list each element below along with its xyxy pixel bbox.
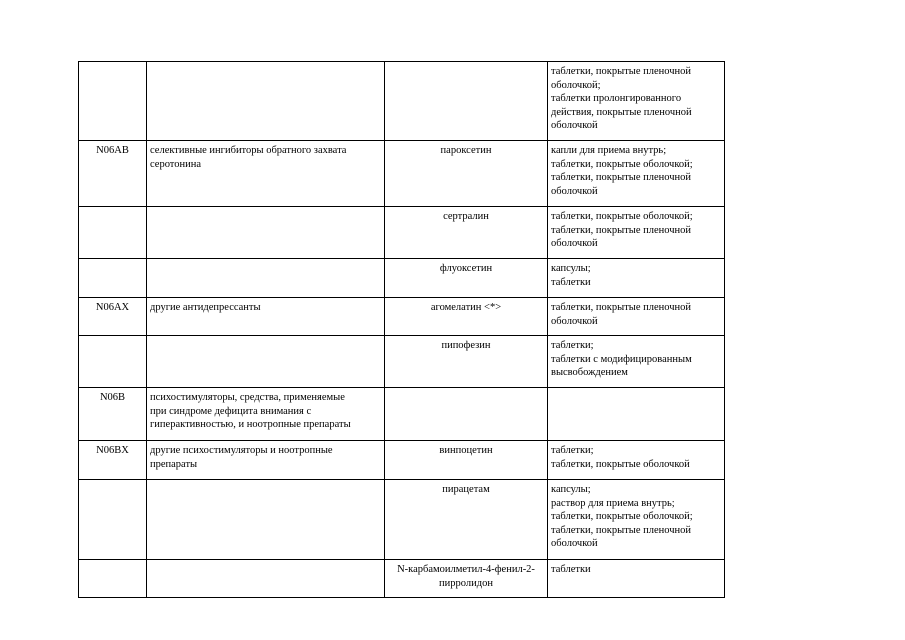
dosage-form-line: таблетки, покрытые оболочкой;	[551, 158, 693, 170]
atc-code-cell	[79, 207, 147, 259]
table-row	[79, 62, 725, 141]
group-name-line: препараты	[150, 458, 198, 470]
dosage-form-line: таблетки	[551, 276, 591, 288]
atc-code-cell	[79, 336, 147, 388]
group-name-line: при синдроме дефицита внимания с	[150, 405, 312, 417]
group-name-cell	[147, 388, 385, 441]
table-row	[79, 298, 725, 336]
drug-name-cell	[385, 62, 548, 141]
dosage-form-line: оболочкой	[551, 315, 598, 327]
group-name-line: психостимуляторы, средства, применяемые	[150, 392, 345, 403]
drug-name-cell	[385, 336, 548, 388]
table-row	[79, 441, 725, 480]
group-name-cell	[147, 207, 385, 259]
dosage-forms-cell	[548, 298, 725, 336]
dosage-form-line: таблетки, покрытые пленочной	[551, 172, 692, 184]
group-name-line: другие психостимуляторы и ноотропные	[150, 445, 333, 456]
drug-name-cell	[385, 207, 548, 259]
atc-code-cell	[79, 480, 147, 560]
drug-name-line: пирацетам	[442, 484, 490, 495]
group-name-line: селективные ингибиторы обратного захвата	[150, 145, 347, 156]
dosage-forms-cell	[548, 141, 725, 207]
dosage-form-line: таблетки пролонгированного	[551, 93, 682, 105]
dosage-form-line: высвобождением	[551, 367, 628, 379]
dosage-form-line: таблетки с модифицированным	[551, 353, 692, 365]
dosage-form-line: оболочкой	[551, 238, 598, 250]
atc-code-cell: N06B	[79, 388, 147, 441]
drug-name-cell	[385, 480, 548, 560]
table-row	[79, 259, 725, 298]
group-name-cell	[147, 336, 385, 388]
dosage-form-line: оболочкой;	[551, 79, 601, 91]
drug-name-cell	[385, 298, 548, 336]
drug-name-line: винпоцетин	[439, 445, 493, 456]
table-body	[79, 62, 725, 598]
group-name-cell	[147, 259, 385, 298]
table-row	[79, 480, 725, 560]
group-name-line: другие антидепрессанты	[150, 302, 261, 313]
dosage-forms-cell	[548, 388, 725, 441]
dosage-form-line: капли для приема внутрь;	[551, 145, 667, 156]
dosage-forms-cell	[548, 441, 725, 480]
dosage-forms-cell	[548, 560, 725, 598]
group-name-cell	[147, 141, 385, 207]
table-row	[79, 207, 725, 259]
dosage-form-line: оболочкой	[551, 538, 598, 550]
group-name-cell	[147, 480, 385, 560]
drug-name-line: флуоксетин	[439, 263, 493, 274]
dosage-form-line: таблетки, покрытые пленочной	[551, 224, 692, 236]
table-row	[79, 336, 725, 388]
group-name-cell	[147, 560, 385, 598]
dosage-forms-cell	[548, 62, 725, 141]
dosage-form-line: раствор для приема внутрь;	[551, 497, 675, 509]
drug-name-cell	[385, 141, 548, 207]
drug-name-cell	[385, 560, 548, 598]
dosage-form-line: капсулы;	[551, 263, 591, 274]
dosage-form-line: таблетки	[551, 564, 591, 575]
atc-code-cell: N06AX	[79, 298, 147, 336]
dosage-form-line: таблетки, покрытые оболочкой;	[551, 211, 693, 222]
drug-name-line: пароксетин	[440, 145, 492, 156]
atc-code-cell: N06BX	[79, 441, 147, 480]
dosage-forms-cell	[548, 480, 725, 560]
drug-name-cell	[385, 441, 548, 480]
group-name-cell	[147, 298, 385, 336]
drug-list-table	[78, 61, 725, 598]
atc-code-cell	[79, 259, 147, 298]
dosage-form-line: таблетки, покрытые оболочкой;	[551, 511, 693, 523]
atc-code-cell	[79, 62, 147, 141]
dosage-form-line: оболочкой	[551, 120, 598, 132]
dosage-form-line: действия, покрытые пленочной	[551, 106, 692, 118]
group-name-line: гиперактивностью, и ноотропные препараты	[150, 419, 351, 431]
dosage-form-line: таблетки;	[551, 340, 594, 351]
drug-name-cell	[385, 388, 548, 441]
dosage-forms-cell	[548, 259, 725, 298]
dosage-forms-cell	[548, 207, 725, 259]
atc-code-cell	[79, 560, 147, 598]
dosage-form-line: таблетки, покрытые пленочной	[551, 302, 692, 313]
table-row	[79, 560, 725, 598]
atc-code-cell: N06AB	[79, 141, 147, 207]
drug-name-line: сертралин	[443, 211, 489, 222]
dosage-form-line: оболочкой	[551, 185, 598, 197]
dosage-form-line: таблетки, покрытые оболочкой	[551, 458, 690, 470]
group-name-line: серотонина	[150, 158, 202, 170]
table-row	[79, 141, 725, 207]
dosage-form-line: таблетки, покрытые пленочной	[551, 66, 692, 77]
group-name-cell	[147, 62, 385, 141]
dosage-form-line: капсулы;	[551, 484, 591, 495]
drug-name-line: N-карбамоилметил-4-фенил-2-	[397, 564, 535, 575]
table-row	[79, 388, 725, 441]
dosage-form-line: таблетки;	[551, 445, 594, 456]
group-name-cell	[147, 441, 385, 480]
drug-name-line: пипофезин	[441, 340, 491, 351]
dosage-form-line: таблетки, покрытые пленочной	[551, 524, 692, 536]
drug-name-cell	[385, 259, 548, 298]
drug-name-line: агомелатин <*>	[430, 302, 502, 313]
dosage-forms-cell	[548, 336, 725, 388]
drug-name-line: пирролидон	[439, 577, 493, 589]
